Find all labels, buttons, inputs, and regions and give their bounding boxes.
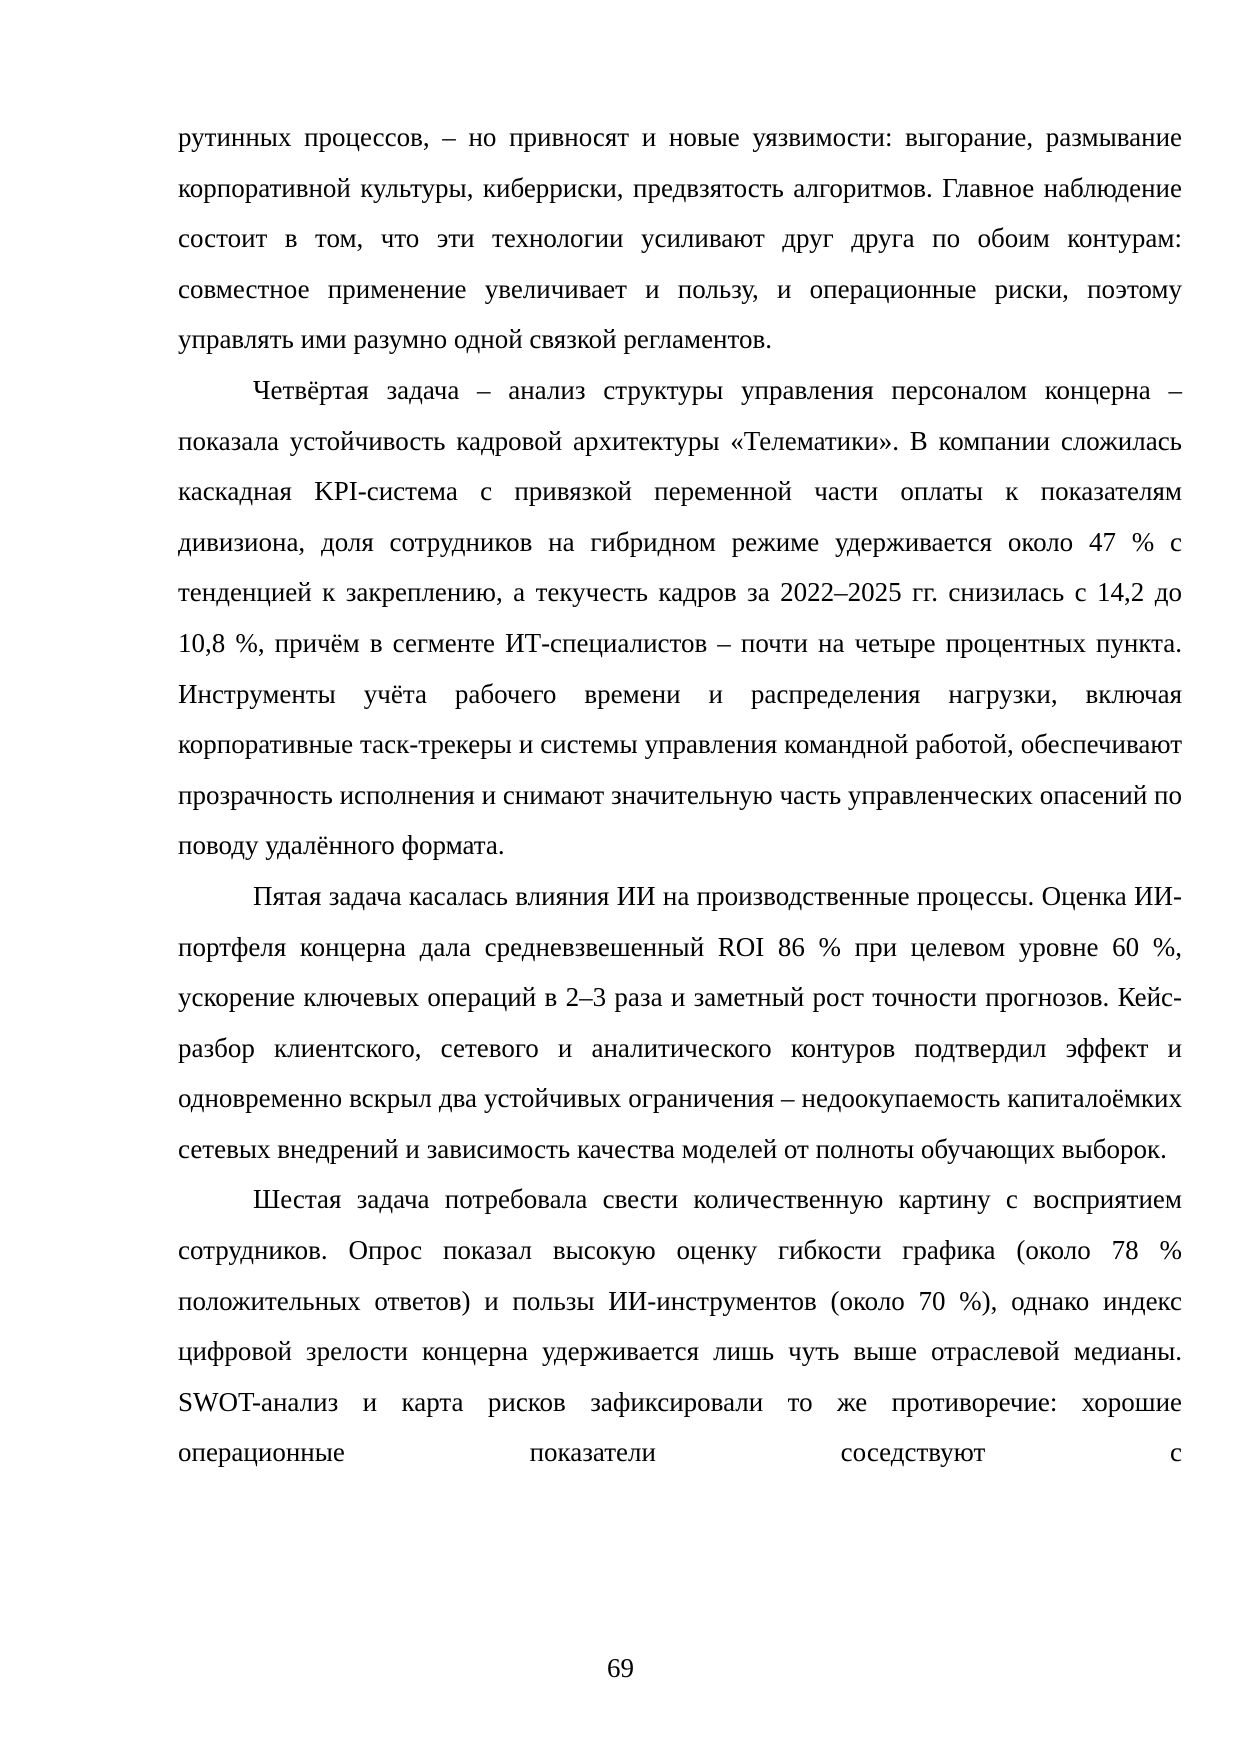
page-number: 69 xyxy=(607,1653,634,1683)
paragraph-task-six: Шестая задача потребовала свести количественную картину с восприятием сотрудников. Опрос показал высокую оценку гибкости графика (около 78 % положительных ответов) и пользы ИИ-инструментов (около 70 %), однако индекс цифровой зрелости концерна удерживается лишь чуть выше отраслевой медианы. SWOT-анализ и карта рисков зафиксировали то же противоречие: хорошие операционные показатели соседствуют с xyxy=(178,1184,1182,1468)
paragraph-task-four: Четвёртая задача – анализ структуры управления персоналом концерна – показала устойчивость кадровой архитектуры «Телематики». В компании сложилась каскадная KPI-система с привязкой переменной части оплаты к показателям дивизиона, доля сотрудников на гибридном режиме удерживается около 47 % с тенденцией к закреплению, а текучесть кадров за 2022–2025 гг. снизилась с 14,2 до 10,8 %, причём в сегменте ИТ-специалистов – почти на четыре процентных пункта. Инструменты учёта рабочего времени и распределения нагрузки, включая корпоративные таск-трекеры и системы управления командной работой, обеспечивают прозрачность исполнения и снимают значительную часть управленческих опасений по поводу удалённого формата. xyxy=(178,374,1182,861)
paragraph-continuation: рутинных процессов, – но привносят и новые уязвимости: выгорание, размывание корпоративной культуры, киберриски, предвзятость алгоритмов. Главное наблюдение состоит в том, что эти технологии усиливают друг друга по обоим контурам: совместное применение увеличивает и пользу, и операционные риски, поэтому управлять ими разумно одной связкой регламентов. xyxy=(178,122,1182,355)
text-body xyxy=(178,112,1182,1478)
paragraph-task-five: Пятая задача касалась влияния ИИ на производственные процессы. Оценка ИИ-портфеля концерна дала средневзвешенный ROI 86 % при целевом уровне 60 %, ускорение ключевых операций в 2–3 раза и заметный рост точности прогнозов. Кейс-разбор клиентского, сетевого и аналитического контуров подтвердил эффект и одновременно вскрыл два устойчивых ограничения – недоокупаемость капиталоёмких сетевых внедрений и зависимость качества моделей от полноты обучающих выборок. xyxy=(178,880,1182,1164)
